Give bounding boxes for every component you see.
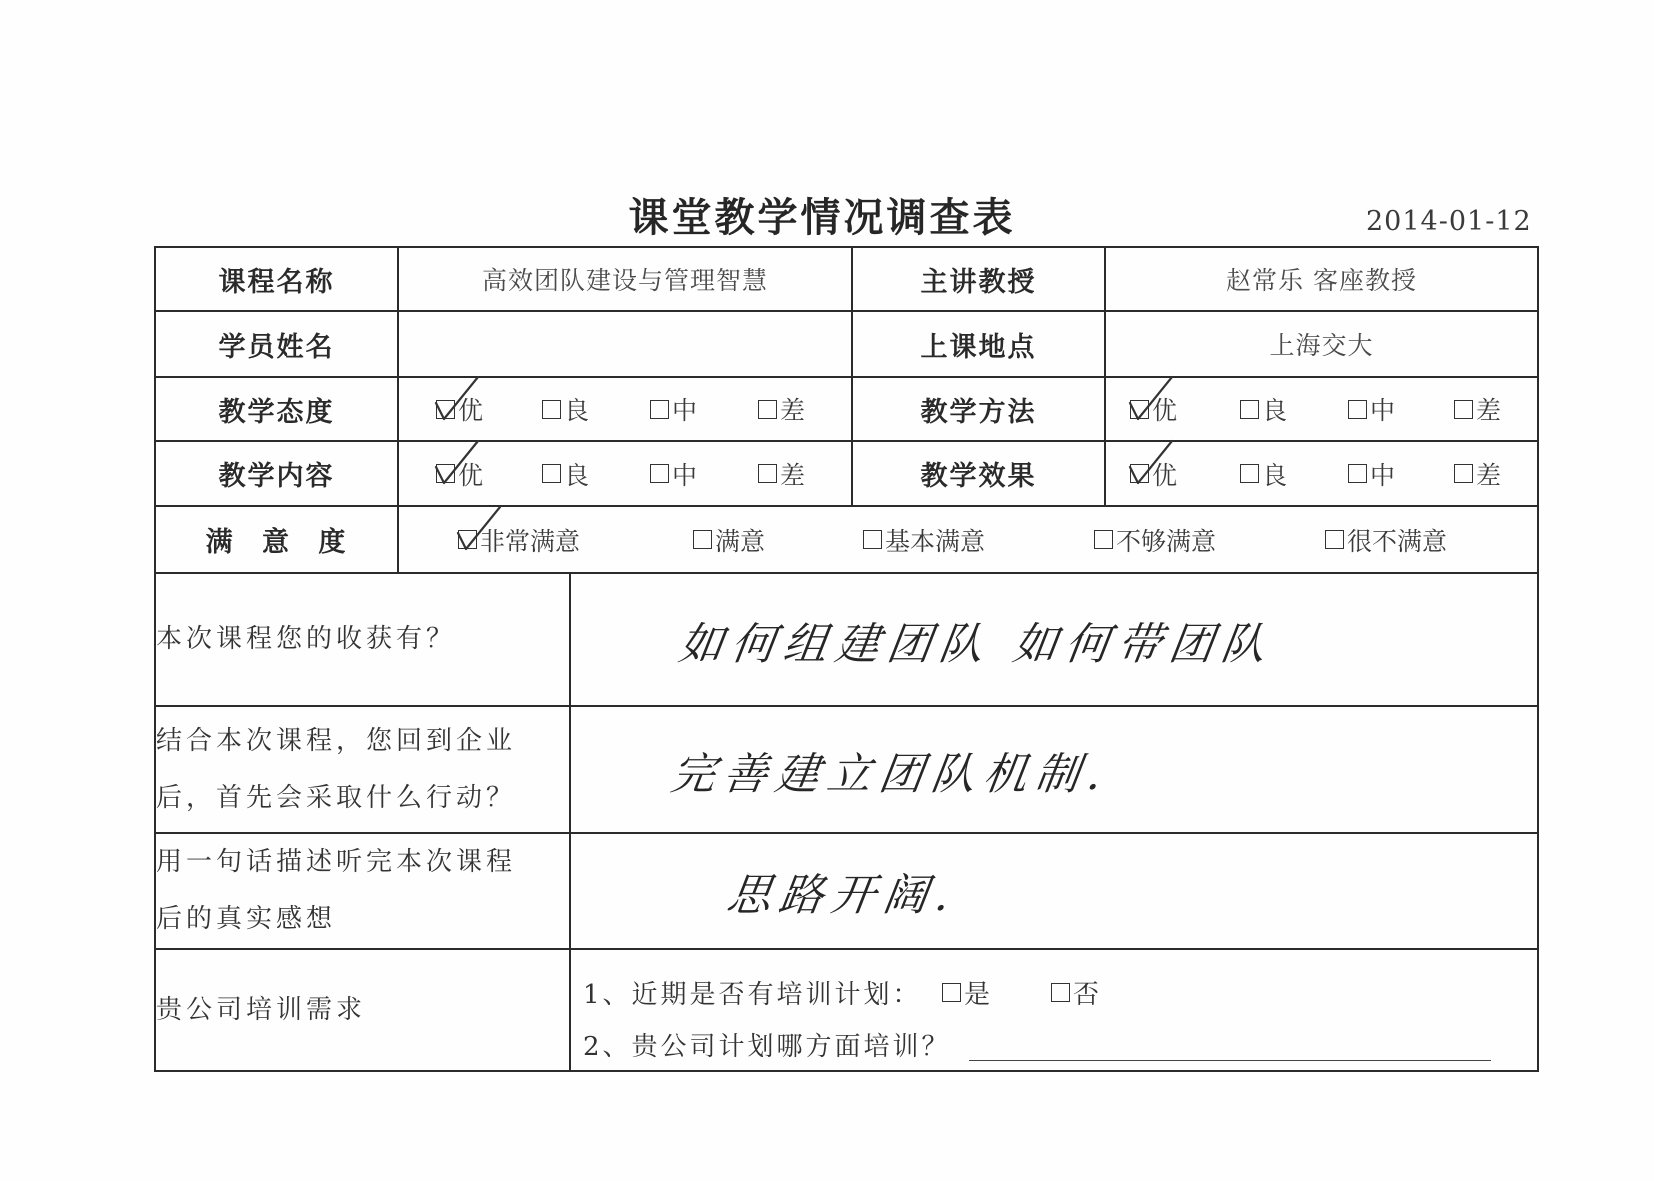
option-label: 很不满意 bbox=[1347, 526, 1448, 556]
training-plan-option-yes[interactable] bbox=[942, 974, 990, 1011]
option-label: 差 bbox=[1476, 396, 1502, 425]
checkbox[interactable] bbox=[1454, 400, 1473, 419]
checkbox[interactable] bbox=[863, 530, 882, 549]
teaching-content-option-poor[interactable] bbox=[758, 456, 805, 492]
checkbox[interactable] bbox=[1240, 400, 1259, 419]
satisfaction-option-satisfied[interactable] bbox=[693, 522, 765, 558]
option-label: 差 bbox=[780, 460, 806, 490]
teaching-attitude-option-poor[interactable] bbox=[758, 391, 805, 427]
teaching-attitude-label: 教学态度 bbox=[155, 377, 398, 441]
check-mark-icon bbox=[434, 375, 480, 423]
teaching-attitude-option-good[interactable] bbox=[542, 391, 589, 427]
checkbox[interactable] bbox=[436, 464, 455, 483]
teaching-effect-option-excellent[interactable] bbox=[1130, 456, 1177, 492]
teaching-content-options bbox=[398, 441, 852, 506]
option-label: 差 bbox=[780, 396, 806, 425]
satisfaction-option-very-unsatisfied[interactable] bbox=[1325, 522, 1447, 558]
satisfaction-option-very-satisfied[interactable] bbox=[458, 522, 580, 558]
form-title: 课堂教学情况调查表 bbox=[628, 195, 1016, 241]
training-area-input-line[interactable] bbox=[969, 1060, 1491, 1061]
handwritten-answer: 如何组建团队 如何带团队 bbox=[675, 618, 1277, 670]
checkbox[interactable] bbox=[1094, 530, 1113, 549]
teaching-attitude-options bbox=[398, 377, 852, 441]
option-label: 差 bbox=[1476, 460, 1502, 490]
satisfaction-option-not-satisfied-enough[interactable] bbox=[1094, 522, 1216, 558]
training-needs-label bbox=[155, 949, 570, 1071]
teaching-content-option-average[interactable] bbox=[650, 456, 697, 492]
option-label: 不够满意 bbox=[1116, 526, 1217, 556]
student-name-field[interactable] bbox=[398, 311, 852, 377]
option-label: 良 bbox=[1262, 396, 1288, 425]
question-action-answer[interactable] bbox=[570, 706, 1538, 833]
question-line: 本次课程您的收获有？ bbox=[156, 624, 457, 654]
teaching-attitude-option-excellent[interactable] bbox=[436, 391, 483, 427]
course-name-label: 课程名称 bbox=[155, 247, 398, 311]
checkbox[interactable] bbox=[758, 400, 777, 419]
training-plan-option-no[interactable] bbox=[1051, 974, 1099, 1011]
option-label: 优 bbox=[458, 460, 484, 490]
teaching-method-options bbox=[1105, 377, 1538, 441]
form-date: 2014-01-12 bbox=[1366, 206, 1532, 237]
check-mark-icon bbox=[434, 439, 480, 487]
option-label: 满意 bbox=[715, 526, 766, 556]
checkbox[interactable] bbox=[542, 400, 561, 419]
question-feeling-answer[interactable] bbox=[570, 833, 1538, 949]
checkbox[interactable] bbox=[1348, 400, 1367, 419]
option-label: 非常满意 bbox=[480, 526, 581, 556]
location-label: 上课地点 bbox=[852, 311, 1105, 377]
handwritten-answer: 完善建立团队机制. bbox=[667, 748, 1113, 800]
teaching-content-label: 教学内容 bbox=[155, 441, 398, 506]
location-value: 上海交大 bbox=[1105, 311, 1538, 377]
teaching-attitude-option-average[interactable] bbox=[650, 391, 697, 427]
course-name-value: 高效团队建设与管理智慧 bbox=[398, 247, 852, 311]
student-name-label: 学员姓名 bbox=[155, 311, 398, 377]
training-plan-question: 1、近期是否有培训计划： bbox=[583, 980, 922, 1010]
teaching-method-option-excellent[interactable] bbox=[1130, 391, 1177, 427]
option-label: 中 bbox=[672, 396, 698, 425]
checkbox[interactable] bbox=[1240, 464, 1259, 483]
satisfaction-label: 满 意 度 bbox=[155, 506, 398, 573]
training-area-question: 2、贵公司计划哪方面培训？ bbox=[583, 1032, 951, 1062]
option-label: 良 bbox=[564, 396, 590, 425]
check-mark-icon bbox=[1128, 375, 1174, 423]
option-label: 中 bbox=[1370, 396, 1396, 425]
option-label: 优 bbox=[1152, 396, 1178, 425]
teaching-content-option-good[interactable] bbox=[542, 456, 589, 492]
question-feeling-label bbox=[155, 833, 570, 949]
teaching-effect-options bbox=[1105, 441, 1538, 506]
satisfaction-options bbox=[398, 506, 1538, 573]
teaching-method-option-average[interactable] bbox=[1348, 391, 1395, 427]
teaching-method-label: 教学方法 bbox=[852, 377, 1105, 441]
teaching-effect-option-average[interactable] bbox=[1348, 456, 1395, 492]
satisfaction-option-basically-satisfied[interactable] bbox=[863, 522, 985, 558]
checkbox[interactable] bbox=[650, 400, 669, 419]
teaching-method-option-good[interactable] bbox=[1240, 391, 1287, 427]
lecturer-value: 赵常乐 客座教授 bbox=[1105, 247, 1538, 311]
question-line: 结合本次课程，您回到企业 bbox=[156, 725, 517, 756]
teaching-effect-option-poor[interactable] bbox=[1454, 456, 1501, 492]
option-label: 是 bbox=[964, 980, 991, 1010]
teaching-method-option-poor[interactable] bbox=[1454, 391, 1501, 427]
option-label: 优 bbox=[1152, 460, 1178, 490]
checkbox[interactable] bbox=[436, 400, 455, 419]
option-label: 中 bbox=[1370, 460, 1396, 490]
option-label: 基本满意 bbox=[885, 526, 986, 556]
option-label: 良 bbox=[1262, 460, 1288, 490]
question-gains-answer[interactable] bbox=[570, 573, 1538, 706]
survey-table bbox=[154, 246, 1539, 1072]
checkbox[interactable] bbox=[942, 983, 961, 1002]
question-line: 后，首先会采取什么行动？ bbox=[156, 782, 517, 813]
question-gains-label bbox=[155, 573, 570, 706]
checkbox[interactable] bbox=[542, 464, 561, 483]
option-label: 良 bbox=[564, 460, 590, 490]
training-needs-answers bbox=[570, 949, 1538, 1071]
checkbox[interactable] bbox=[1348, 464, 1367, 483]
option-label: 否 bbox=[1073, 980, 1100, 1010]
option-label: 优 bbox=[458, 396, 484, 425]
check-mark-icon bbox=[1128, 439, 1174, 487]
checkbox[interactable] bbox=[650, 464, 669, 483]
checkbox[interactable] bbox=[693, 530, 712, 549]
question-action-label bbox=[155, 706, 570, 833]
checkbox[interactable] bbox=[1130, 464, 1149, 483]
lecturer-label: 主讲教授 bbox=[852, 247, 1105, 311]
checkbox[interactable] bbox=[758, 464, 777, 483]
question-line: 后的真实感想 bbox=[156, 904, 337, 934]
check-mark-icon bbox=[456, 505, 502, 553]
option-label: 中 bbox=[672, 460, 698, 490]
question-line: 贵公司培训需求 bbox=[156, 994, 367, 1025]
handwritten-answer: 思路开阔. bbox=[723, 870, 961, 921]
teaching-content-option-excellent[interactable] bbox=[436, 456, 483, 492]
checkbox[interactable] bbox=[1454, 464, 1473, 483]
checkbox[interactable] bbox=[1130, 400, 1149, 419]
checkbox[interactable] bbox=[458, 530, 477, 549]
checkbox[interactable] bbox=[1051, 983, 1070, 1002]
checkbox[interactable] bbox=[1325, 530, 1344, 549]
teaching-effect-option-good[interactable] bbox=[1240, 456, 1287, 492]
question-line: 用一句话描述听完本次课程 bbox=[156, 847, 517, 877]
teaching-effect-label: 教学效果 bbox=[852, 441, 1105, 506]
